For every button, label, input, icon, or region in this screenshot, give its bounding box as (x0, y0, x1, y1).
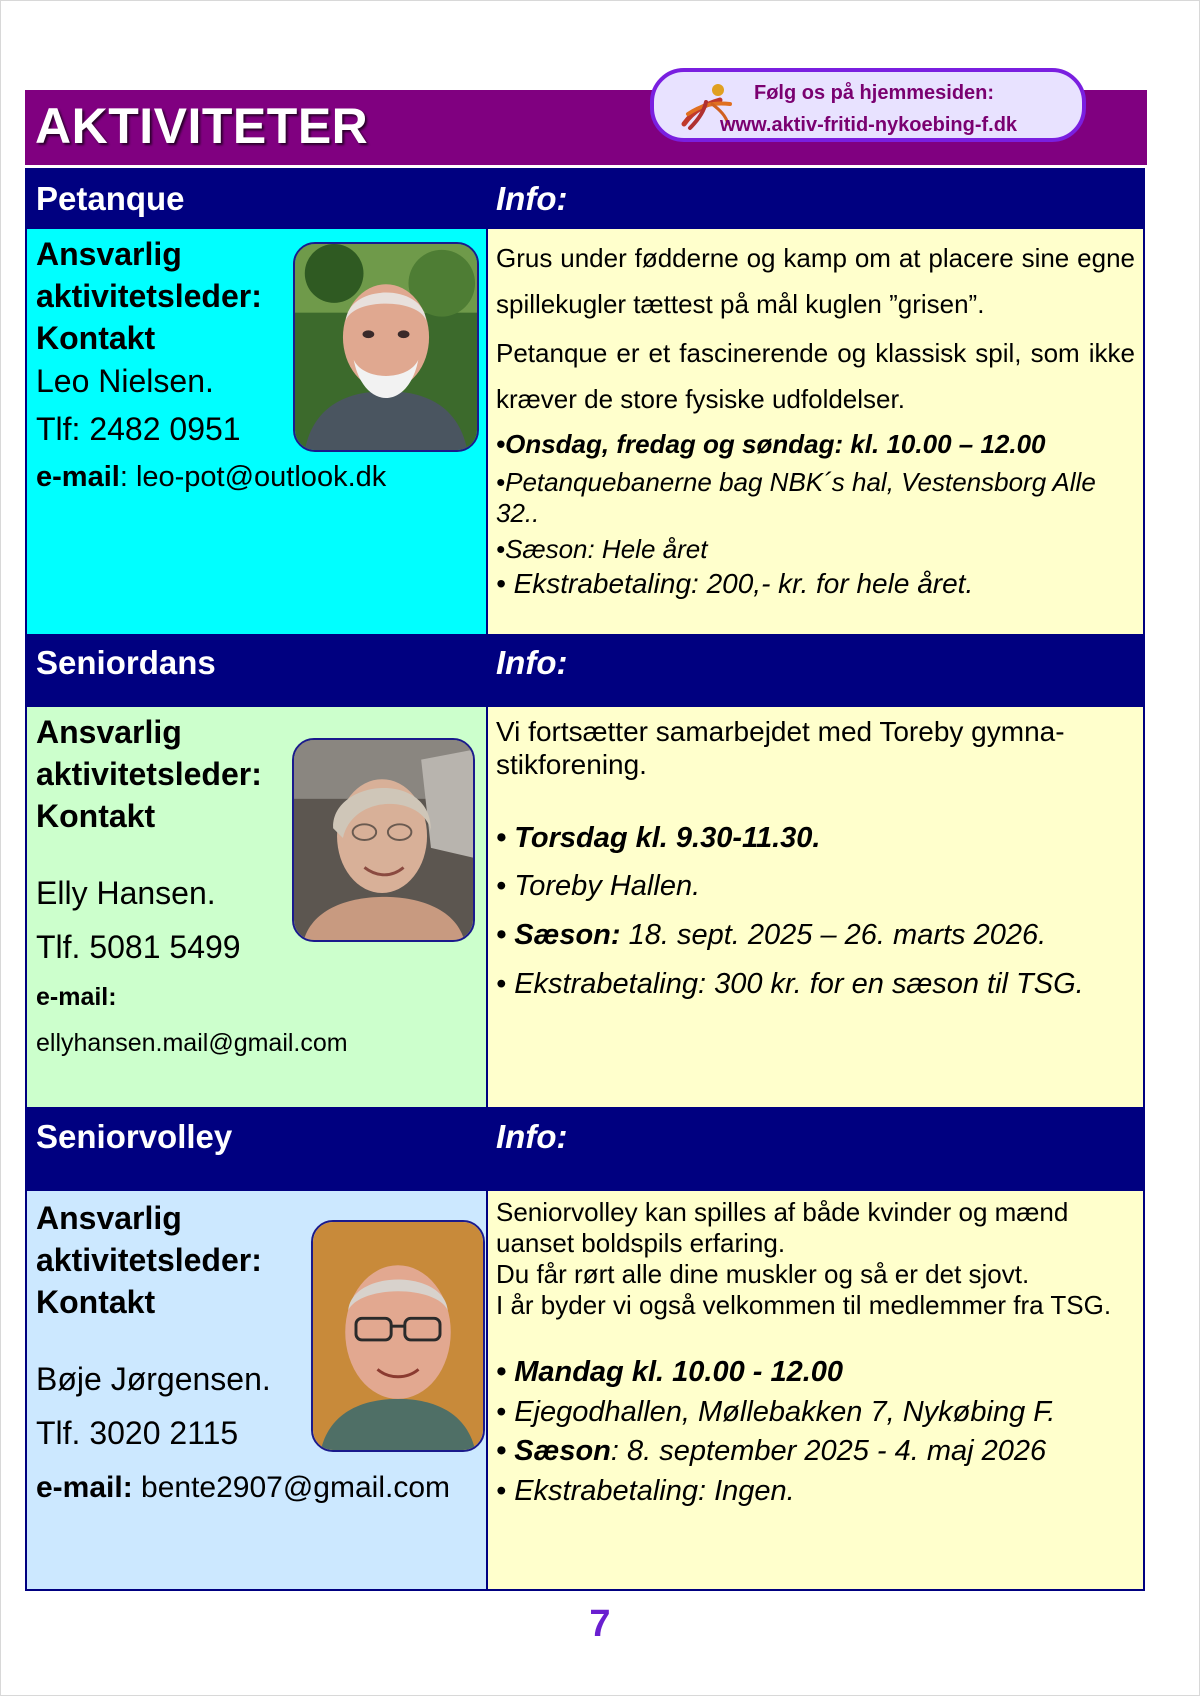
seniordans-info-cell (488, 707, 1143, 1107)
season: • Sæson: 8. september 2025 - 4. maj 2026 (496, 1435, 1047, 1467)
leader-photo (311, 1220, 485, 1452)
contact-email[interactable]: e-mail: leo-pot@outlook.dk (36, 461, 387, 493)
contact-name: Leo Nielsen. (36, 363, 214, 399)
location: • Toreby Hallen. (496, 870, 701, 902)
petanque-info-cell (488, 229, 1143, 634)
contact-name: Bøje Jørgensen. (36, 1361, 271, 1397)
schedule: •Onsdag, fredag og søndag: kl. 10.00 – 12.00 (496, 429, 1046, 459)
petanque-header-row (27, 170, 1143, 229)
info-heading: Info: (496, 644, 568, 681)
contact-phone: Tlf. 5081 5499 (36, 929, 241, 965)
contact-phone: Tlf. 3020 2115 (36, 1415, 239, 1451)
seniordans-contact-cell (27, 707, 486, 1107)
contact-email[interactable]: ellyhansen.mail@gmail.com (36, 1029, 348, 1057)
website-badge[interactable] (650, 68, 1086, 142)
location: •Petanquebanerne bag NBK´s hal, Vestensborg Alle 32.. (496, 467, 1096, 528)
activity-title: Petanque (36, 180, 185, 217)
schedule: • Mandag kl. 10.00 - 12.00 (496, 1356, 844, 1388)
activity-title: Seniordans (36, 644, 216, 681)
website-url[interactable]: www.aktiv-fritid-nykoebing-f.dk (720, 114, 1018, 136)
extra-payment: • Ekstrabetaling: 200,- kr. for hele året. (496, 568, 974, 599)
info-heading: Info: (496, 180, 568, 217)
seniordans-header-row (27, 634, 1143, 707)
email-label: e-mail: (36, 983, 117, 1011)
petanque-contact-cell (27, 229, 486, 634)
seniorvolley-header-row (27, 1107, 1143, 1191)
activities-table (25, 168, 1145, 1591)
description: Vi fortsætter samarbejdet med Toreby gymna-stikforening. (496, 716, 1065, 780)
leader-label: Ansvarlig aktivitetsleder: Kontakt (36, 714, 262, 834)
seniorvolley-contact-cell (27, 1191, 486, 1589)
contact-name: Elly Hansen. (36, 875, 216, 911)
leader-photo (292, 738, 475, 942)
leader-label: Ansvarlig aktivitetsleder: Kontakt (36, 236, 262, 356)
page-title: AKTIVITETER (35, 98, 369, 154)
activity-title: Seniorvolley (36, 1118, 233, 1155)
contact-phone: Tlf: 2482 0951 (36, 411, 241, 447)
season: • Sæson: 18. sept. 2025 – 26. marts 2026. (496, 919, 1047, 951)
contact-email[interactable]: e-mail: bente2907@gmail.com (36, 1471, 451, 1504)
header-rule (25, 162, 1147, 165)
schedule: • Torsdag kl. 9.30-11.30. (496, 822, 821, 854)
extra-payment: • Ekstrabetaling: Ingen. (496, 1475, 795, 1507)
seniorvolley-info-cell (488, 1191, 1143, 1589)
description: Grus under fødderne og kamp om at placere sine egne spillekugler tættest på mål kuglen ”grisen”. (496, 243, 1135, 319)
leader-photo (293, 242, 479, 452)
extra-payment: • Ekstrabetaling: 300 kr. for en sæson til TSG. (496, 968, 1084, 1000)
description: Seniorvolley kan spilles af både kvinder og mænd uanset boldspils erfaring. Du får rørt alle dine muskler og så er det sjovt. I år byder vi også velkommen til medlemmer fra TSG. (496, 1197, 1112, 1320)
info-heading: Info: (496, 1118, 568, 1155)
location: • Ejegodhallen, Møllebakken 7, Nykøbing F. (496, 1396, 1056, 1428)
leader-label: Ansvarlig aktivitetsleder: Kontakt (36, 1200, 262, 1320)
website-caption: Følg os på hjemmesiden: (754, 82, 995, 104)
season: •Sæson: Hele året (496, 534, 708, 564)
page-number: 7 (589, 1603, 611, 1645)
description: Petanque er et fascinerende og klassisk spil, som ikke kræver de store fysiske udfoldelser. (496, 338, 1135, 414)
